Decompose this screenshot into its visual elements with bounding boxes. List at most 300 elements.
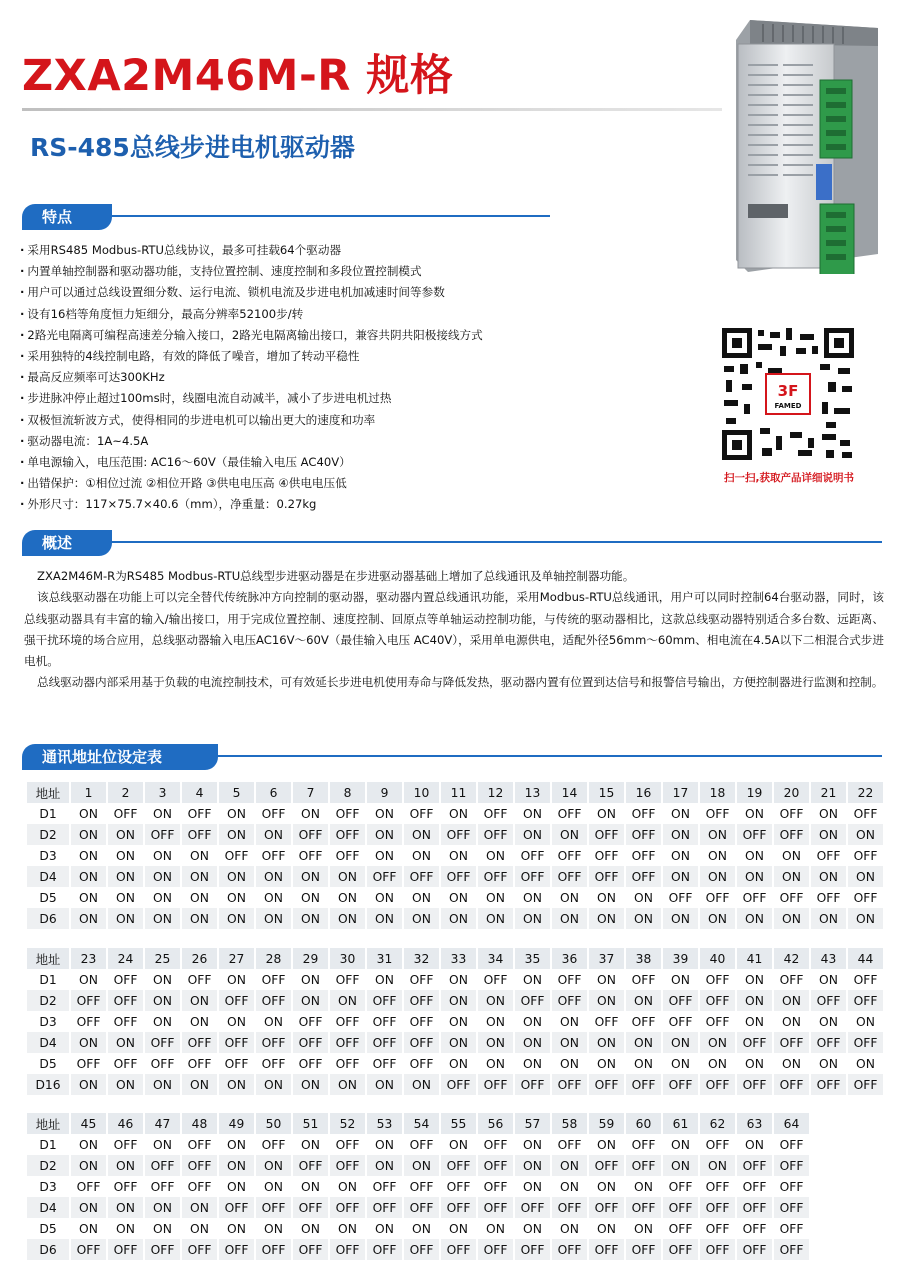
switch-state-cell: ON [330, 908, 365, 929]
switch-state-cell: ON [182, 866, 217, 887]
switch-state-cell: ON [219, 969, 254, 990]
switch-state-cell: OFF [256, 845, 291, 866]
switch-state-cell: ON [515, 1134, 550, 1155]
table-header-row [27, 782, 883, 803]
switch-state-cell: ON [515, 803, 550, 824]
switch-state-cell: ON [478, 845, 513, 866]
switch-state-cell: ON [811, 803, 846, 824]
switch-state-cell: ON [145, 908, 180, 929]
overview-section-title: 概述 [22, 530, 112, 556]
switch-state-cell: OFF [626, 1197, 661, 1218]
switch-state-cell: OFF [848, 969, 883, 990]
switch-state-cell: ON [108, 1074, 143, 1095]
switch-state-cell: OFF [256, 803, 291, 824]
switch-state-cell: ON [71, 1074, 106, 1095]
feature-item: · 内置单轴控制器和驱动器功能，支持位置控制、速度控制和多段位置控制模式 [20, 261, 483, 282]
switch-state-cell: OFF [441, 866, 476, 887]
switch-state-cell: ON [145, 866, 180, 887]
switch-state-cell: ON [811, 824, 846, 845]
switch-state-cell: OFF [182, 1134, 217, 1155]
switch-state-cell: OFF [145, 1176, 180, 1197]
switch-state-cell: ON [478, 1032, 513, 1053]
address-number-cell: 27 [219, 948, 254, 969]
switch-state-cell: ON [108, 1218, 143, 1239]
switch-state-cell: OFF [626, 803, 661, 824]
switch-state-cell: ON [737, 866, 772, 887]
switch-state-cell: ON [700, 1155, 735, 1176]
dip-switch-label-cell: D6 [27, 1239, 69, 1260]
address-number-cell: 2 [108, 782, 143, 803]
switch-state-cell: ON [441, 990, 476, 1011]
switch-state-cell: ON [589, 1218, 624, 1239]
switch-state-cell: OFF [811, 1074, 846, 1095]
qr-code-icon[interactable] [722, 328, 854, 460]
address-number-cell: 50 [256, 1113, 291, 1134]
switch-state-cell: ON [293, 969, 328, 990]
address-number-cell: 8 [330, 782, 365, 803]
table-row [27, 1218, 809, 1239]
switch-state-cell: OFF [589, 866, 624, 887]
address-number-cell: 20 [774, 782, 809, 803]
switch-state-cell: ON [700, 1053, 735, 1074]
switch-state-cell: ON [108, 866, 143, 887]
switch-state-cell: OFF [737, 1218, 772, 1239]
table-row [27, 1239, 809, 1260]
switch-state-cell: OFF [811, 990, 846, 1011]
switch-state-cell: ON [626, 1218, 661, 1239]
switch-state-cell: ON [404, 1074, 439, 1095]
switch-state-cell: OFF [848, 990, 883, 1011]
address-number-cell: 41 [737, 948, 772, 969]
dip-switch-label-cell: D3 [27, 1011, 69, 1032]
switch-state-cell: ON [71, 845, 106, 866]
switch-state-cell: OFF [737, 1197, 772, 1218]
switch-state-cell: ON [293, 1218, 328, 1239]
switch-state-cell: ON [145, 990, 180, 1011]
features-section-header [22, 204, 552, 230]
switch-state-cell: ON [663, 824, 698, 845]
switch-state-cell: OFF [552, 1239, 587, 1260]
switch-state-cell: OFF [478, 1074, 513, 1095]
switch-state-cell: OFF [108, 1053, 143, 1074]
switch-state-cell: ON [515, 969, 550, 990]
address-number-cell: 3 [145, 782, 180, 803]
switch-state-cell: ON [367, 1134, 402, 1155]
features-section-title: 特点 [22, 204, 112, 230]
switch-state-cell: ON [515, 1218, 550, 1239]
switch-state-cell: ON [367, 908, 402, 929]
address-number-cell: 37 [589, 948, 624, 969]
switch-state-cell: ON [219, 1011, 254, 1032]
dip-switch-label-cell: D5 [27, 1053, 69, 1074]
switch-state-cell: OFF [256, 1032, 291, 1053]
switch-state-cell: ON [256, 1218, 291, 1239]
switch-state-cell: OFF [367, 1239, 402, 1260]
switch-state-cell: OFF [182, 803, 217, 824]
switch-state-cell: OFF [589, 1011, 624, 1032]
table-row [27, 1032, 883, 1053]
switch-state-cell: OFF [108, 1011, 143, 1032]
dip-switch-label-cell: D6 [27, 908, 69, 929]
switch-state-cell: ON [811, 1053, 846, 1074]
switch-state-cell: OFF [330, 969, 365, 990]
feature-item: · 出错保护：①相位过流 ②相位开路 ③供电电压高 ④供电电压低 [20, 473, 483, 494]
switch-state-cell: OFF [441, 1176, 476, 1197]
switch-state-cell: ON [737, 908, 772, 929]
switch-state-cell: OFF [663, 1239, 698, 1260]
switch-state-cell: OFF [108, 969, 143, 990]
dip-switch-label-cell: D3 [27, 1176, 69, 1197]
switch-state-cell: ON [774, 990, 809, 1011]
switch-state-cell: ON [145, 1134, 180, 1155]
switch-state-cell: ON [367, 803, 402, 824]
switch-state-cell: ON [811, 866, 846, 887]
switch-state-cell: ON [367, 1155, 402, 1176]
switch-state-cell: OFF [848, 803, 883, 824]
switch-state-cell: ON [219, 824, 254, 845]
switch-state-cell: OFF [108, 1134, 143, 1155]
dip-switch-label-cell: D2 [27, 1155, 69, 1176]
page-title: ZXA2M46M-R 规格 [22, 51, 454, 101]
address-number-cell: 38 [626, 948, 661, 969]
switch-state-cell: ON [848, 1053, 883, 1074]
switch-state-cell: ON [145, 845, 180, 866]
switch-state-cell: ON [774, 908, 809, 929]
section-divider [216, 755, 882, 757]
switch-state-cell: ON [663, 803, 698, 824]
switch-state-cell: ON [811, 969, 846, 990]
switch-state-cell: OFF [774, 824, 809, 845]
switch-state-cell: OFF [293, 1032, 328, 1053]
switch-state-cell: OFF [478, 1176, 513, 1197]
switch-state-cell: ON [404, 824, 439, 845]
switch-state-cell: OFF [478, 969, 513, 990]
switch-state-cell: ON [589, 803, 624, 824]
switch-state-cell: OFF [367, 990, 402, 1011]
switch-state-cell: OFF [293, 1053, 328, 1074]
switch-state-cell: ON [145, 969, 180, 990]
switch-state-cell: ON [293, 990, 328, 1011]
feature-item: · 步进脉冲停止超过100ms时，线圈电流自动减半，减小了步进电机过热 [20, 388, 483, 409]
switch-state-cell: ON [552, 887, 587, 908]
switch-state-cell: OFF [589, 824, 624, 845]
switch-state-cell: OFF [219, 990, 254, 1011]
switch-state-cell: OFF [737, 1032, 772, 1053]
table-row [27, 908, 883, 929]
switch-state-cell: OFF [663, 1218, 698, 1239]
switch-state-cell: OFF [256, 1053, 291, 1074]
switch-state-cell: OFF [182, 1032, 217, 1053]
switch-state-cell: OFF [108, 1176, 143, 1197]
switch-state-cell: ON [293, 1176, 328, 1197]
qr-caption: 扫一扫,获取产品详细说明书 [724, 472, 854, 484]
switch-state-cell: ON [552, 1011, 587, 1032]
switch-state-cell: ON [478, 887, 513, 908]
switch-state-cell: ON [441, 1011, 476, 1032]
switch-state-cell: ON [330, 990, 365, 1011]
switch-state-cell: ON [367, 824, 402, 845]
overview-section-header [22, 530, 882, 556]
switch-state-cell: OFF [256, 990, 291, 1011]
switch-state-cell: OFF [774, 803, 809, 824]
switch-state-cell: ON [71, 969, 106, 990]
switch-state-cell: ON [182, 1218, 217, 1239]
switch-state-cell: OFF [663, 1011, 698, 1032]
section-divider [110, 215, 550, 217]
switch-state-cell: ON [145, 887, 180, 908]
switch-state-cell: ON [71, 1134, 106, 1155]
table-row [27, 824, 883, 845]
switch-state-cell: OFF [293, 1239, 328, 1260]
switch-state-cell: OFF [478, 824, 513, 845]
switch-state-cell: OFF [626, 1074, 661, 1095]
switch-state-cell: ON [589, 1053, 624, 1074]
switch-state-cell: OFF [404, 1176, 439, 1197]
switch-state-cell: OFF [145, 1155, 180, 1176]
switch-state-cell: OFF [700, 887, 735, 908]
address-number-cell: 23 [71, 948, 106, 969]
switch-state-cell: ON [700, 845, 735, 866]
switch-state-cell: ON [256, 824, 291, 845]
switch-state-cell: ON [293, 1074, 328, 1095]
address-table-2 [25, 948, 885, 1095]
switch-state-cell: OFF [71, 1011, 106, 1032]
switch-state-cell: OFF [848, 1074, 883, 1095]
switch-state-cell: OFF [626, 824, 661, 845]
switch-state-cell: OFF [663, 990, 698, 1011]
switch-state-cell: OFF [367, 1032, 402, 1053]
switch-state-cell: ON [219, 1134, 254, 1155]
address-number-cell: 46 [108, 1113, 143, 1134]
switch-state-cell: OFF [404, 990, 439, 1011]
switch-state-cell: ON [663, 1032, 698, 1053]
switch-state-cell: OFF [626, 969, 661, 990]
overview-paragraph: ZXA2M46M-R为RS485 Modbus-RTU总线型步进驱动器是在步进驱动器基础上增加了总线通讯及单轴控制器功能。 [37, 569, 635, 583]
switch-state-cell: OFF [515, 1239, 550, 1260]
switch-state-cell: ON [182, 908, 217, 929]
switch-state-cell: ON [256, 1074, 291, 1095]
switch-state-cell: ON [219, 1176, 254, 1197]
dip-switch-label-cell: D5 [27, 1218, 69, 1239]
address-number-cell: 11 [441, 782, 476, 803]
switch-state-cell: OFF [700, 803, 735, 824]
dip-switch-label-cell: D16 [27, 1074, 69, 1095]
switch-state-cell: ON [108, 1155, 143, 1176]
table-row [27, 1134, 809, 1155]
switch-state-cell: ON [108, 845, 143, 866]
switch-state-cell: OFF [589, 1239, 624, 1260]
address-number-cell: 1 [71, 782, 106, 803]
switch-state-cell: OFF [700, 1239, 735, 1260]
address-number-cell: 55 [441, 1113, 476, 1134]
switch-state-cell: ON [145, 803, 180, 824]
switch-state-cell: OFF [404, 1197, 439, 1218]
switch-state-cell: ON [737, 803, 772, 824]
address-number-cell: 56 [478, 1113, 513, 1134]
switch-state-cell: OFF [663, 1197, 698, 1218]
address-table-section-title: 通讯地址位设定表 [22, 744, 218, 770]
switch-state-cell: ON [108, 887, 143, 908]
address-number-cell: 43 [811, 948, 846, 969]
switch-state-cell: OFF [774, 1134, 809, 1155]
table-row [27, 969, 883, 990]
switch-state-cell: ON [256, 908, 291, 929]
overview-paragraph: 该总线驱动器在功能上可以完全替代传统脉冲方向控制的驱动器，驱动器内置总线通讯功能，采用Modbus-RTU总线通讯，用户可以同时控制64台驱动器，同时，该总线驱动器具有丰富的输入/输出接口，用于完成位置控制、速度控制、回原点等单轴运动控制功能，与传统的驱动器相比，这款总线驱动器特别适合多台数、远距离、强干扰环境的场合应用，总线驱动器输入电压AC16V～60V（最佳输入电压 AC40V），采用单电源供电，适配外径56mm～60mm、相电流在4.5A以下二相混合式步进电机。 [24, 590, 884, 669]
switch-state-cell: ON [663, 969, 698, 990]
switch-state-cell: ON [330, 1074, 365, 1095]
switch-state-cell: OFF [811, 887, 846, 908]
switch-state-cell: ON [108, 1032, 143, 1053]
switch-state-cell: OFF [811, 845, 846, 866]
switch-state-cell: OFF [589, 845, 624, 866]
switch-state-cell: ON [589, 908, 624, 929]
address-number-cell: 4 [182, 782, 217, 803]
switch-state-cell: OFF [330, 1239, 365, 1260]
dip-switch-label-cell: D4 [27, 1197, 69, 1218]
switch-state-cell: ON [515, 887, 550, 908]
feature-item: · 2路光电隔离可编程高速差分输入接口，2路光电隔离输出接口，兼容共阴共阳极接线方式 [20, 325, 483, 346]
table-row [27, 1053, 883, 1074]
switch-state-cell: OFF [256, 1134, 291, 1155]
switch-state-cell: OFF [589, 1197, 624, 1218]
switch-state-cell: OFF [330, 1053, 365, 1074]
address-number-cell: 10 [404, 782, 439, 803]
switch-state-cell: OFF [626, 1011, 661, 1032]
switch-state-cell: ON [71, 1197, 106, 1218]
feature-item: · 设有16档等角度恒力矩细分，最高分辨率52100步/转 [20, 304, 483, 325]
switch-state-cell: OFF [552, 803, 587, 824]
switch-state-cell: ON [589, 990, 624, 1011]
switch-state-cell: ON [737, 990, 772, 1011]
switch-state-cell: ON [219, 908, 254, 929]
dip-switch-label-cell: D2 [27, 824, 69, 845]
switch-state-cell: OFF [737, 1239, 772, 1260]
switch-state-cell: ON [663, 866, 698, 887]
address-number-cell: 34 [478, 948, 513, 969]
switch-state-cell: ON [404, 1155, 439, 1176]
switch-state-cell: OFF [293, 1197, 328, 1218]
switch-state-cell: OFF [700, 1176, 735, 1197]
switch-state-cell: OFF [737, 1074, 772, 1095]
address-number-cell: 36 [552, 948, 587, 969]
table-row [27, 1074, 883, 1095]
switch-state-cell: ON [478, 1011, 513, 1032]
address-number-cell: 31 [367, 948, 402, 969]
switch-state-cell: OFF [182, 824, 217, 845]
dip-switch-label-cell: D4 [27, 866, 69, 887]
switch-state-cell: OFF [737, 824, 772, 845]
switch-state-cell: OFF [552, 969, 587, 990]
table-row [27, 1197, 809, 1218]
switch-state-cell: OFF [330, 803, 365, 824]
features-list [20, 240, 483, 516]
switch-state-cell: ON [219, 803, 254, 824]
switch-state-cell: OFF [478, 803, 513, 824]
feature-item: · 驱动器电流：1A~4.5A [20, 431, 483, 452]
switch-state-cell: ON [441, 969, 476, 990]
switch-state-cell: OFF [182, 1176, 217, 1197]
switch-state-cell: ON [848, 866, 883, 887]
switch-state-cell: ON [71, 1218, 106, 1239]
feature-item: · 采用RS485 Modbus-RTU总线协议，最多可挂载64个驱动器 [20, 240, 483, 261]
switch-state-cell: ON [663, 845, 698, 866]
table-row [27, 1176, 809, 1197]
switch-state-cell: ON [552, 1176, 587, 1197]
switch-state-cell: OFF [848, 1032, 883, 1053]
switch-state-cell: OFF [700, 1011, 735, 1032]
switch-state-cell: ON [774, 1053, 809, 1074]
switch-state-cell: ON [589, 887, 624, 908]
address-number-cell: 14 [552, 782, 587, 803]
address-number-cell: 39 [663, 948, 698, 969]
overview-paragraph: 总线驱动器内部采用基于负载的电流控制技术，可有效延长步进电机使用寿命与降低发热，驱动器内置有位置到达信号和报警信号输出，方便控制器进行监测和控制。 [37, 675, 884, 690]
switch-state-cell: ON [589, 1032, 624, 1053]
address-number-cell: 53 [367, 1113, 402, 1134]
address-number-cell: 28 [256, 948, 291, 969]
switch-state-cell: ON [626, 1032, 661, 1053]
table-header-row [27, 948, 883, 969]
switch-state-cell: ON [108, 1197, 143, 1218]
switch-state-cell: ON [700, 908, 735, 929]
switch-state-cell: OFF [848, 845, 883, 866]
switch-state-cell: OFF [293, 1155, 328, 1176]
address-number-cell: 49 [219, 1113, 254, 1134]
address-number-cell: 32 [404, 948, 439, 969]
switch-state-cell: ON [441, 1134, 476, 1155]
switch-state-cell: OFF [404, 1053, 439, 1074]
address-number-cell: 16 [626, 782, 661, 803]
switch-state-cell: ON [515, 1011, 550, 1032]
switch-state-cell: ON [478, 990, 513, 1011]
switch-state-cell: ON [219, 1155, 254, 1176]
switch-state-cell: ON [367, 1074, 402, 1095]
address-number-cell: 45 [71, 1113, 106, 1134]
address-number-cell: 40 [700, 948, 735, 969]
switch-state-cell: OFF [404, 969, 439, 990]
switch-state-cell: OFF [293, 1011, 328, 1032]
switch-state-cell: OFF [71, 1053, 106, 1074]
switch-state-cell: OFF [182, 1053, 217, 1074]
switch-state-cell: OFF [478, 1155, 513, 1176]
table-row [27, 990, 883, 1011]
switch-state-cell: ON [367, 887, 402, 908]
address-number-cell: 13 [515, 782, 550, 803]
switch-state-cell: OFF [182, 1155, 217, 1176]
address-number-cell: 29 [293, 948, 328, 969]
address-number-cell: 42 [774, 948, 809, 969]
switch-state-cell: OFF [663, 1176, 698, 1197]
switch-state-cell: OFF [404, 1239, 439, 1260]
switch-state-cell: ON [626, 1176, 661, 1197]
switch-state-cell: ON [552, 1053, 587, 1074]
switch-state-cell: ON [367, 1218, 402, 1239]
qr-logo-text: 3F [777, 382, 799, 400]
switch-state-cell: OFF [552, 1074, 587, 1095]
switch-state-cell: OFF [330, 1011, 365, 1032]
feature-item: · 用户可以通过总线设置细分数、运行电流、锁机电流及步进电机加减速时间等参数 [20, 282, 483, 303]
switch-state-cell: ON [293, 803, 328, 824]
switch-state-cell: OFF [404, 1134, 439, 1155]
switch-state-cell: ON [256, 1155, 291, 1176]
switch-state-cell: OFF [774, 887, 809, 908]
switch-state-cell: OFF [219, 1053, 254, 1074]
switch-state-cell: ON [404, 908, 439, 929]
switch-state-cell: ON [108, 908, 143, 929]
switch-state-cell: OFF [441, 1197, 476, 1218]
address-number-cell: 33 [441, 948, 476, 969]
switch-state-cell: OFF [404, 1032, 439, 1053]
switch-state-cell: OFF [626, 845, 661, 866]
